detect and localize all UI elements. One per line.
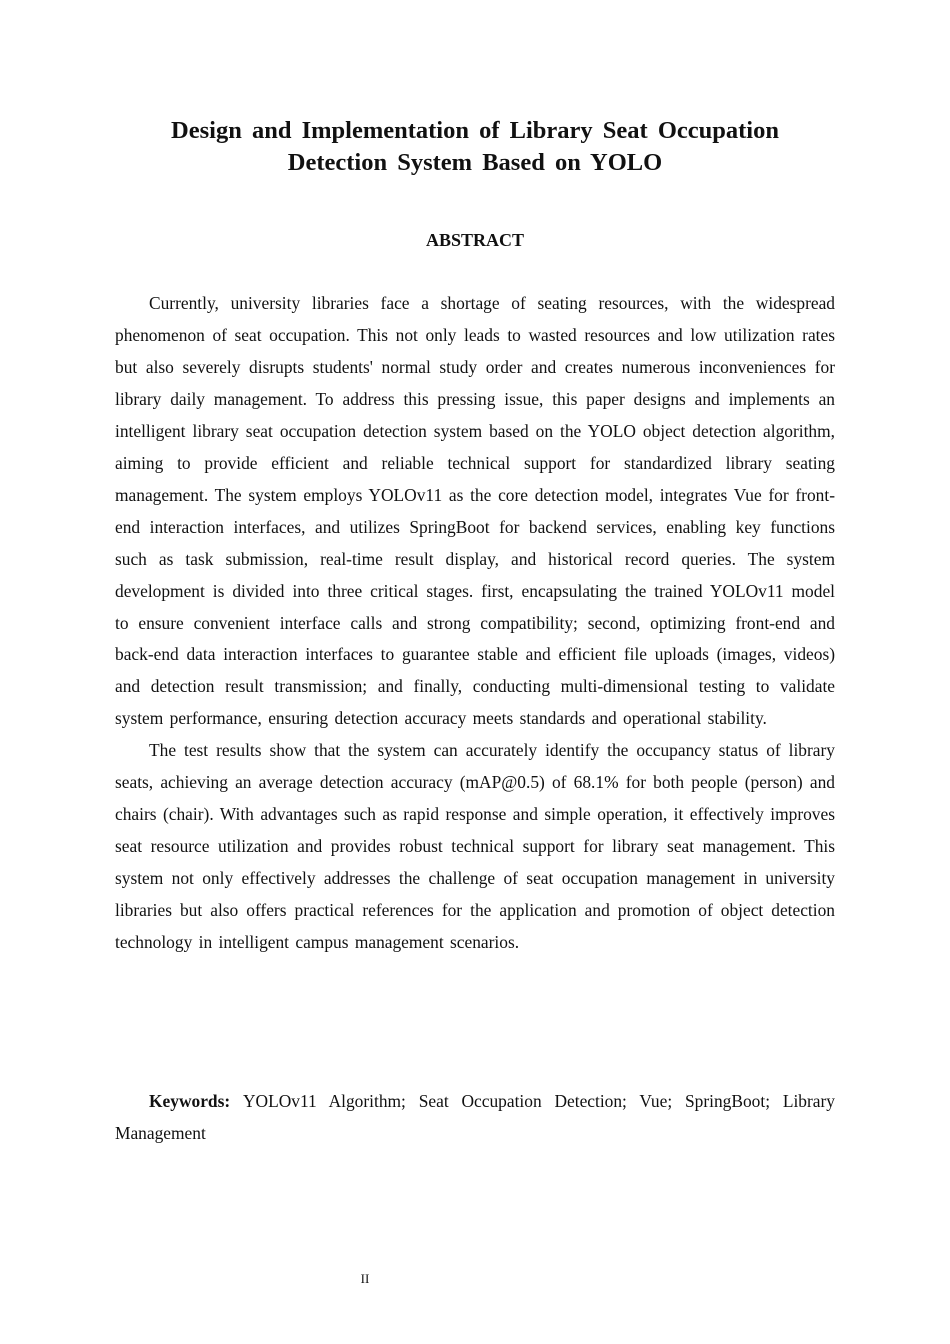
paper-title-line-2: Detection System Based on YOLO — [287, 149, 663, 176]
abstract-paragraph-1: Currently, university libraries face a shortage of seating resources, with the widespread phenomenon of seat occupation. This not only leads to wasted resources and low utilization rates but also severely disrupts students' normal study order and creates numerous inconveniences for library daily management. To address this pressing issue, this paper designs and implements an intelligent library seat occupation detection system based on the YOLO object detection algorithm, aiming to provide efficient and reliable technical support for standardized library seating management. The system employs YOLOv11 as the core detection model, integrates Vue for front-end interaction interfaces, and utilizes SpringBoot for backend services, enabling key functions such as task submission, real-time result display, and historical record queries. The system development is divided into three critical stages. first, encapsulating the trained YOLOv11 model to ensure convenient interface calls and strong compatibility; second, optimizing front-end and back-end data interaction interfaces to guarantee stable and efficient file uploads (images, videos) and detection result transmission; and finally, conducting multi-dimensional testing to validate system performance, ensuring detection accuracy meets standards and operational stability. — [115, 293, 835, 729]
abstract-heading: ABSTRACT — [425, 230, 525, 250]
keywords-block — [115, 1086, 835, 1149]
keywords-label: Keywords: — [149, 1091, 243, 1111]
abstract-body — [115, 288, 835, 959]
abstract-paragraph-2: The test results show that the system can accurately identify the occupancy status of library seats, achieving an average detection accuracy (mAP@0.5) of 68.1% for both people (person) and chairs (chair). With advantages such as rapid response and simple operation, it effectively improves seat resource utilization and provides robust technical support for library seat management. This system not only effectively addresses the challenge of seat occupation management in university libraries but also offers practical references for the application and promotion of object detection technology in intelligent campus management scenarios. — [115, 740, 835, 953]
paper-title — [115, 115, 835, 179]
keywords-text: YOLOv11 Algorithm; Seat Occupation Detection; Vue; SpringBoot; Library Management — [115, 1091, 835, 1143]
paper-title-line-1: Design and Implementation of Library Seat Occupation — [171, 117, 779, 144]
page-number: II — [360, 1271, 370, 1286]
